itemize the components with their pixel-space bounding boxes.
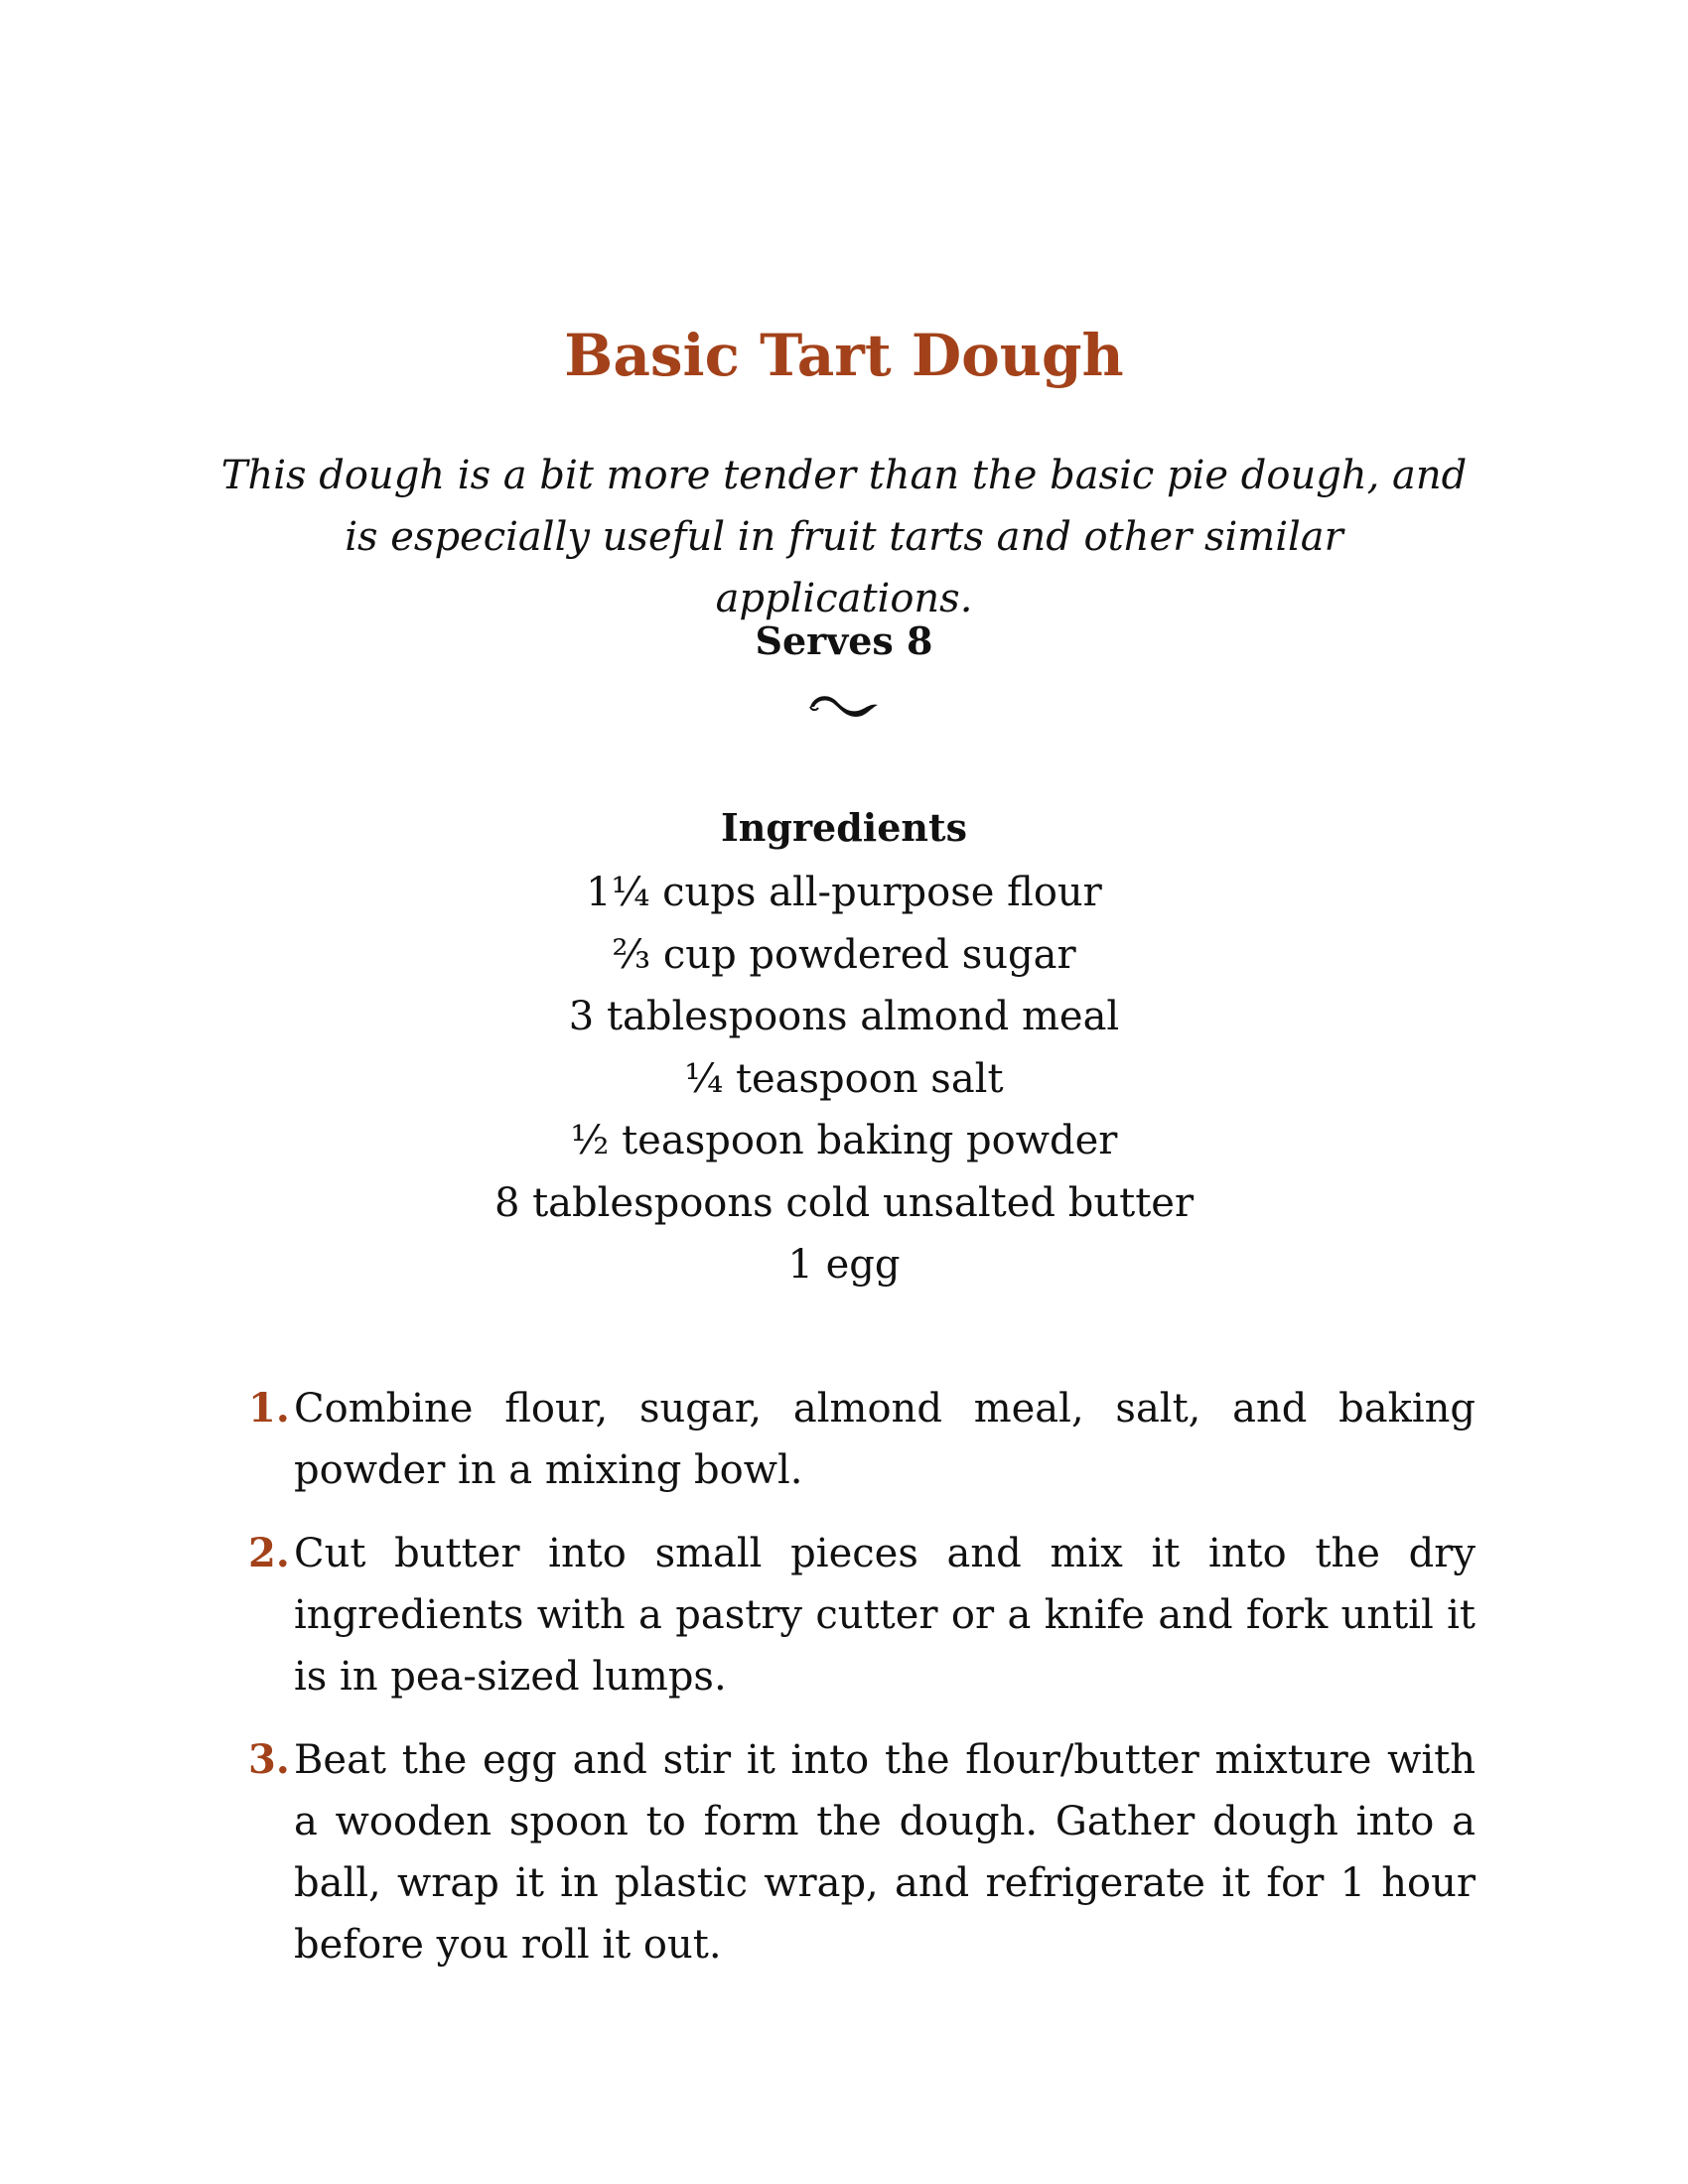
step-text: Cut butter into small pieces and mix it into the dry ingredients with a pastry cutter or a knife and fork until it is in pea-sized lumps. (294, 1531, 1476, 1700)
ingredient-item: 1 egg (787, 1242, 901, 1288)
steps-list (248, 1378, 1476, 1997)
ingredients-heading: Ingredients (721, 805, 967, 850)
step-number: 2. (248, 1530, 290, 1576)
recipe-title: Basic Tart Dough (564, 322, 1124, 389)
ingredient-item: 3 tablespoons almond meal (568, 994, 1120, 1039)
ingredient-item: 8 tablespoons cold unsalted butter (493, 1179, 1195, 1226)
step-item (248, 1523, 1476, 1707)
step-item (248, 1729, 1476, 1976)
serves-label: Serves 8 (755, 618, 933, 663)
ingredient-item: ½ teaspoon baking powder (570, 1118, 1118, 1163)
swash-ornament-icon (804, 687, 884, 723)
ingredient-item: 1¼ cups all-purpose flour (586, 870, 1102, 915)
recipe-intro: This dough is a bit more tender than the basic pie dough, and is especially useful in fruit tarts and other similar applications. (220, 453, 1468, 621)
step-item (248, 1378, 1476, 1501)
step-number: 3. (248, 1736, 290, 1783)
ingredient-item: ¼ teaspoon salt (684, 1055, 1004, 1102)
ingredient-item: ⅔ cup powdered sugar (612, 931, 1076, 978)
step-number: 1. (248, 1385, 290, 1432)
step-text: Combine flour, sugar, almond meal, salt, and baking powder in a mixing bowl. (294, 1386, 1476, 1493)
ingredients-list (0, 862, 1688, 1297)
step-text: Beat the egg and stir it into the flour/butter mixture with a wooden spoon to form the dough. Gather dough into a ball, wrap it in plastic wrap, and refrigerate it for 1 hour before you roll it out. (294, 1737, 1476, 1968)
